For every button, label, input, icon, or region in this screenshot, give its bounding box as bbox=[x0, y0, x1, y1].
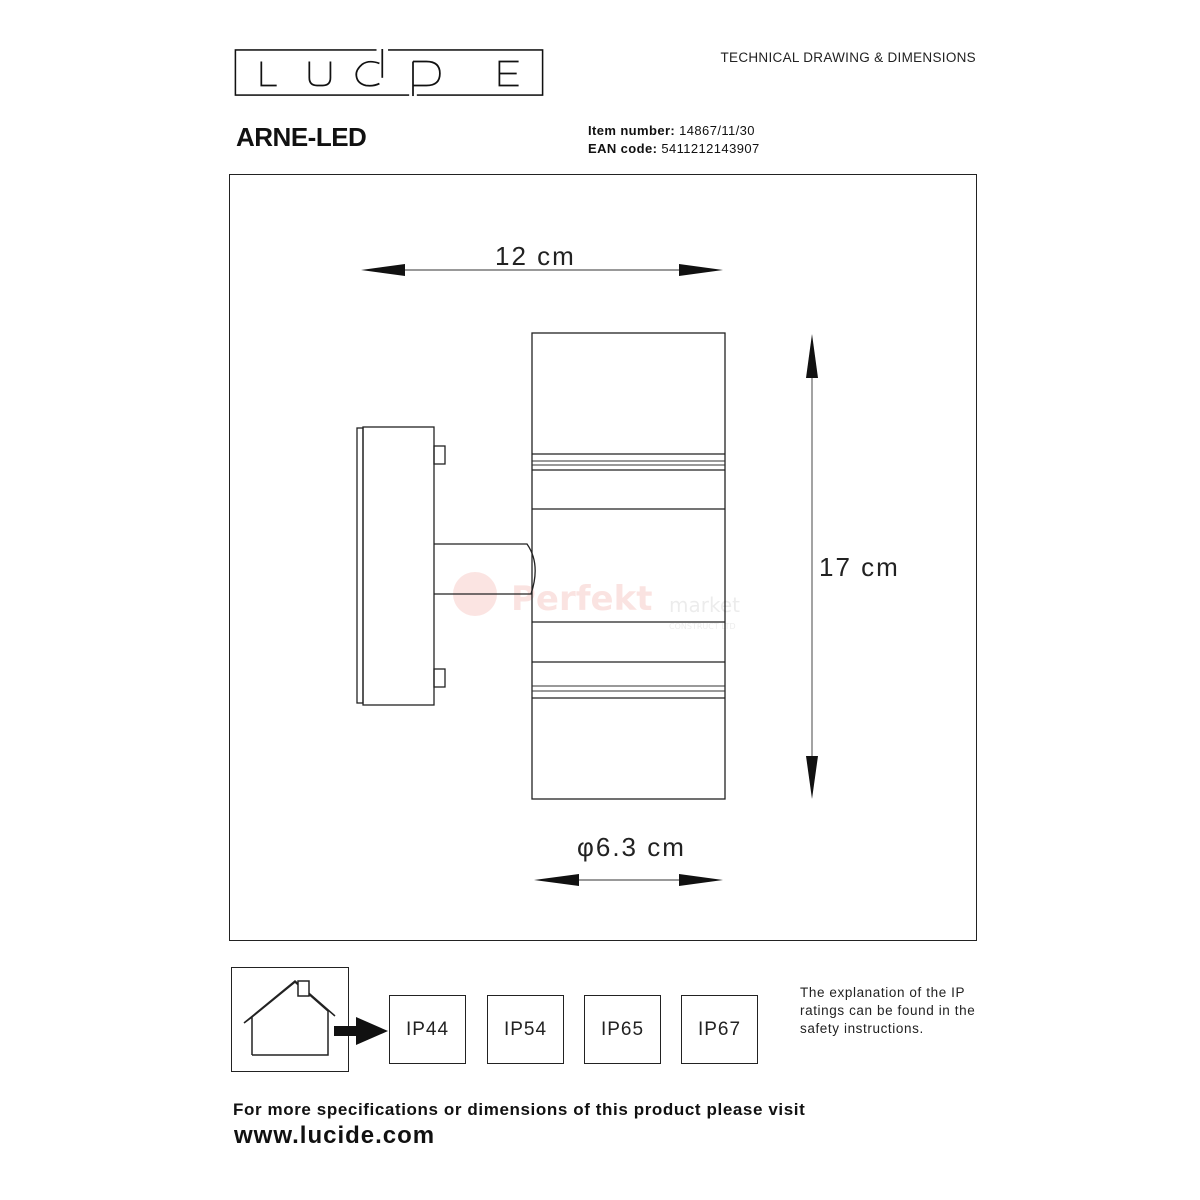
ean-label: EAN code: bbox=[588, 141, 658, 156]
watermark-tagline: CONSTRUCT LTD bbox=[669, 622, 736, 631]
item-number-value: 14867/11/30 bbox=[679, 123, 755, 138]
ip-rating-badge: IP44 bbox=[389, 995, 466, 1064]
watermark-suffix: market bbox=[669, 593, 740, 617]
width-label: 12 cm bbox=[495, 241, 576, 271]
product-name: ARNE-LED bbox=[236, 122, 367, 152]
ean-row bbox=[588, 141, 760, 156]
item-number-label: Item number: bbox=[588, 123, 676, 138]
footer-text: For more specifications or dimensions of this product please visit bbox=[233, 1100, 806, 1119]
ip-rating-badge: IP65 bbox=[584, 995, 661, 1064]
height-dimension bbox=[806, 334, 900, 799]
arrow-right-icon bbox=[330, 1013, 390, 1049]
lamp-body bbox=[532, 333, 725, 799]
technical-drawing bbox=[229, 174, 977, 941]
ean-value: 5411212143907 bbox=[661, 141, 760, 156]
ip-rating-badge: IP67 bbox=[681, 995, 758, 1064]
footer-url-link[interactable]: www.lucide.com bbox=[234, 1122, 436, 1149]
watermark-brand: Perfekt bbox=[511, 579, 653, 619]
document-type: TECHNICAL DRAWING & DIMENSIONS bbox=[720, 50, 976, 65]
diameter-dimension bbox=[534, 832, 723, 886]
wall-plate bbox=[357, 427, 445, 705]
diameter-label: φ6.3 cm bbox=[577, 832, 686, 862]
item-number-row bbox=[588, 123, 755, 138]
lucide-logo bbox=[229, 49, 549, 97]
ip-rating-note: The explanation of the IP ratings can be found in the safety instructions. bbox=[800, 985, 976, 1036]
ip-rating-badge: IP54 bbox=[487, 995, 564, 1064]
height-label: 17 cm bbox=[819, 552, 900, 582]
width-dimension bbox=[361, 241, 723, 276]
